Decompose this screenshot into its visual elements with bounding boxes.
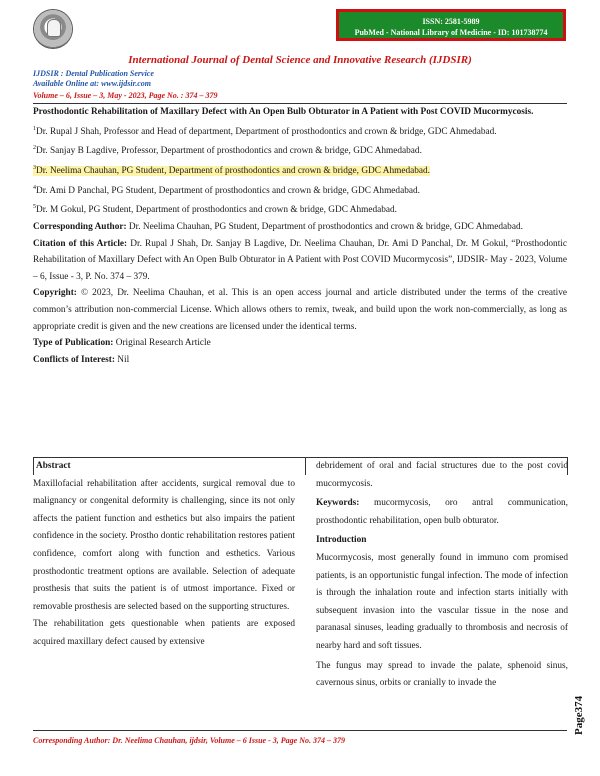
type-of-publication: Type of Publication: Original Research Article bbox=[33, 338, 211, 349]
conflicts-of-interest: Conflicts of Interest: Nil bbox=[33, 354, 130, 365]
abstract-heading: Abstract bbox=[36, 461, 71, 471]
issn-box bbox=[336, 9, 566, 41]
author-2: $^2$Dr. Sanjay B Lagdive, Professor, Department of prosthodontics and crown & bridge, GDC Ahmedabad. bbox=[33, 145, 422, 157]
article-front-matter bbox=[33, 104, 567, 368]
abstract-paragraph-2: The rehabilitation gets questionable when patients are exposed acquired maxillary defect caused by extensive bbox=[33, 619, 295, 647]
left-column bbox=[33, 458, 295, 652]
author-3: $^3$Dr. Neelima Chauhan, PG Student, Department of prosthodontics and crown & bridge, GDC Ahmedabad. bbox=[33, 164, 431, 177]
issn-text: ISSN: 2581-5989 bbox=[422, 17, 480, 26]
article-title: Prosthodontic Rehabilitation of Maxillary Defect with An Open Bulb Obturator in A Patient with Post COVID Mucormycosis. bbox=[33, 107, 534, 117]
volume-line: Volume – 6, Issue – 3, May - 2023, Page No. : 374 – 379 bbox=[33, 91, 218, 100]
tooth-icon bbox=[47, 19, 61, 37]
corresponding-author: Corresponding Author: Dr. Neelima Chauhan, PG Student, Department of prosthodontics and crown & bridge, GDC Ahmedabad. bbox=[33, 222, 523, 233]
pubmed-text: PubMed - National Library of Medicine - ID: 101738774 bbox=[354, 28, 548, 37]
right-column bbox=[316, 458, 568, 693]
citation: Citation of this Article: Dr. Rupal J Shah, Dr. Sanjay B Lagdive, Dr. Neelima Chauhan, Dr. Ami D Panchal, Dr. M Gokul, “Prosthodontic Rehabilitation of Maxillary Defect with An Open Bulb Obturator in A Patient with Post COVID Mucormycosis”, IJDSIR- May - 2023, Volume – 6, Issue - 3, P. No. 374 – 379. bbox=[33, 238, 567, 282]
page-number-side: Page374 bbox=[573, 695, 585, 735]
journal-title: International Journal of Dental Science and Innovative Research (IJDSIR) bbox=[128, 54, 472, 66]
introduction-paragraph-1: Mucormycosis, most generally found in immuno com promised patients, is an opportunistic fungal infection. The mode of infection is through the inhalation route and infection starts initially with subsequent invasion into the vascular tissue in the nose and paranasal sinuses, leading gradually to thrombosis and necrosis of nearby hard and soft tissues. bbox=[316, 552, 568, 651]
introduction-heading: Introduction bbox=[316, 535, 367, 546]
column-divider bbox=[305, 457, 306, 475]
keywords: Keywords: mucormycosis, oro antral communication, prosthodontic rehabilitation, open bulb obturator. bbox=[316, 498, 568, 526]
footer-text: Corresponding Author: Dr. Neelima Chauhan, ijdsir, Volume – 6 Issue - 3, Page No. 374 – 379 bbox=[33, 736, 345, 745]
footer-divider bbox=[33, 730, 567, 731]
introduction-paragraph-2: The fungus may spread to invade the palate, sphenoid sinus, cavernous sinus, orbits or cranially to invade the bbox=[316, 660, 568, 689]
author-4: $^4$Dr. Ami D Panchal, PG Student, Department of prosthodontics and crown & bridge, GDC Ahmedabad. bbox=[33, 184, 420, 196]
author-1: $^1$Dr. Rupal J Shah, Professor and Head of department, Department of prosthodontics and crown & bridge, GDC Ahmedabad. bbox=[33, 125, 497, 137]
abstract-paragraph-1: Maxillofacial rehabilitation after accidents, surgical removal due to malignancy or congenital deformity is challenging, since its not only affects the patient function and esthetics but also impairs the patient confidence in the society. Prostho dontic rehabilitation restores patient confidence, comfort along with function and esthetics. Various prosthodontic treatment options are available. Selection of adequate prosthesis that suits the patient is of utmost importance. Fixed or removable prosthesis are selected based on the supporting structures. bbox=[33, 478, 295, 612]
copyright: Copyright: © 2023, Dr. Neelima Chauhan, et al. This is an open access journal and article distributed under the terms of the creative common’s attribution non-commercial License. Which allows others to remix, tweak, and build upon the work non-commercially, as long as appropriate credit is given and the new creations are licensed under the identical terms. bbox=[33, 288, 567, 332]
publication-service: IJDSIR : Dental Publication Service bbox=[33, 69, 154, 78]
available-online[interactable]: Available Online at: www.ijdsir.com bbox=[33, 79, 152, 88]
author-5: $^5$Dr. M Gokul, PG Student, Department of prosthodontics and crown & bridge, GDC Ahmedabad. bbox=[33, 204, 397, 216]
abstract-paragraph-2-cont: debridement of oral and facial structures due to the post covid mucormycosis. bbox=[316, 461, 568, 489]
